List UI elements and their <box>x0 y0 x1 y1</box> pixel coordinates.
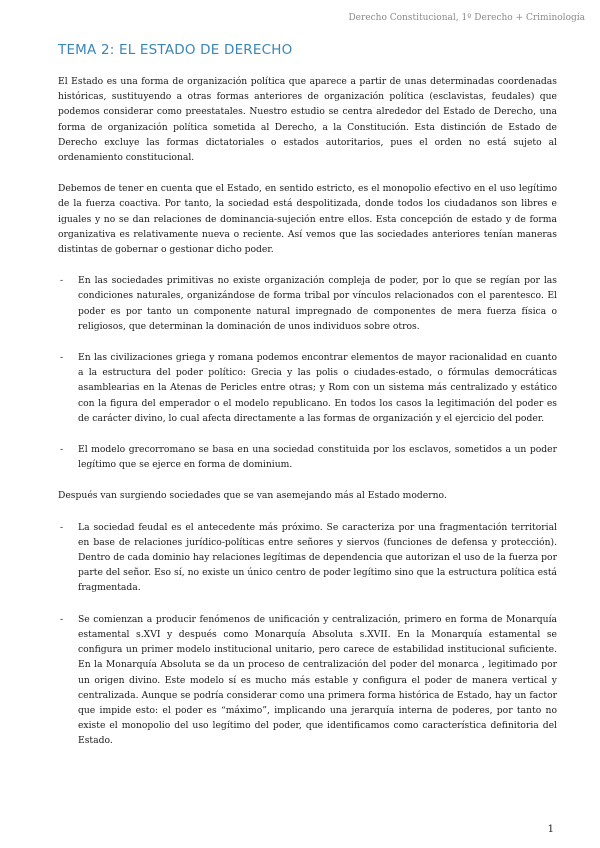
bullet-dash: - <box>60 444 64 456</box>
bullet-dash: - <box>60 613 64 625</box>
list-item <box>58 350 557 426</box>
list-item-text: El modelo grecorromano se basa en una sociedad constituida por los esclavos, sometidos a un poder legítimo que se ejerce en forma de dominium. <box>78 444 557 471</box>
list-item <box>58 273 557 334</box>
page-number: 1 <box>547 824 554 835</box>
list-item-text: Se comienzan a producir fenómenos de unificación y centralización, primero en forma de Monarquía estamental s.XVI y después como Monarquía Absoluta s.XVII. En la Monarquía estamental se configura un primer modelo institucional unitario, pero carece de estabilidad institucional suficiente. En la Monarquía Absoluta se da un proceso de centralización del poder del monarca , legitimado por un origen divino. Este modelo sí es mucho más estable y configura el poder de manera vertical y centralizada. Aunque se podría considerar como una primera forma histórica de Estado, hay un factor que impide esto: el poder es “máximo”, implicando una jerarquía interna de poderes, por tanto no existe el monopolio del uso legítimo del poder, que identificamos como característica definitoria del Estado. <box>78 613 557 747</box>
list-item-text: En las sociedades primitivas no existe organización compleja de poder, por lo que se regían por las condiciones naturales, organizándose de forma tribal por vínculos relacionados con el parentesco. El poder es por tanto un componente natural impregnado de componentes de mera fuerza física o religiosos, que determinan la dominación de unos individuos sobre otros. <box>78 275 557 332</box>
paragraph: El Estado es una forma de organización política que aparece a partir de unas determinadas coordenadas históricas, sustituyendo a otras formas anteriores de organización política (esclavistas, feudales) que podemos considerar como preestatales. Nuestro estudio se centra alrededor del Estado de Derecho, una forma de organización política sometida al Derecho, a la Constitución. Esta distinción de Estado de Derecho excluye las formas dictatoriales o estados autoritarios, pues el orden no está sujeto al ordenamiento constitucional. <box>58 76 557 164</box>
paragraph: Debemos de tener en cuenta que el Estado, en sentido estricto, es el monopolio efectivo en el uso legítimo de la fuerza coactiva. Por tanto, la sociedad está despolitizada, donde todos los ciudadanos son libres e iguales y no se dan relaciones de dominancia-sujeción entre ellos. Esta concepción de estado y de forma organizativa es relativamente nueva o reciente. Así vemos que las sociedades anteriores tenían maneras distintas de gobernar o gestionar dicho poder. <box>58 183 557 256</box>
list-item <box>58 442 557 472</box>
bullet-dash: - <box>60 521 64 533</box>
list-item-text: En las civilizaciones griega y romana podemos encontrar elementos de mayor racionalidad en cuanto a la estructura del poder político: Grecia y las polis o ciudades-estado, o fórmulas democráticas asamblearias en la Atenas de Pericles entre otras; y Rom con un sistema más centralizado y estático con la figura del emperador o el modelo republicano. En todos los casos la legitimación del poder es de carácter divino, lo cual afecta directamente a las formas de organización y el ejercicio del poder. <box>78 352 557 424</box>
bullet-dash: - <box>60 352 64 364</box>
bullet-list <box>58 273 557 472</box>
list-item <box>58 520 557 596</box>
paragraph: Después van surgiendo sociedades que se van asemejando más al Estado moderno. <box>58 490 447 502</box>
list-item-text: La sociedad feudal es el antecedente más próximo. Se caracteriza por una fragmentación territorial en base de relaciones jurídico-políticas entre señores y siervos (funciones de defensa y protección). Dentro de cada dominio hay relaciones legítimas de dependencia que autorizan el uso de la fuerza por parte del señor. Eso sí, no existe un único centro de poder legítimo sino que la estructura política está fragmentada. <box>78 521 557 594</box>
bullet-dash: - <box>60 275 64 287</box>
list-item <box>58 612 557 749</box>
bullet-list <box>58 520 557 749</box>
page-title: TEMA 2: EL ESTADO DE DERECHO <box>58 42 293 58</box>
document-body <box>58 74 557 765</box>
running-header: Derecho Constitucional, 1º Derecho + Criminología <box>348 13 585 23</box>
